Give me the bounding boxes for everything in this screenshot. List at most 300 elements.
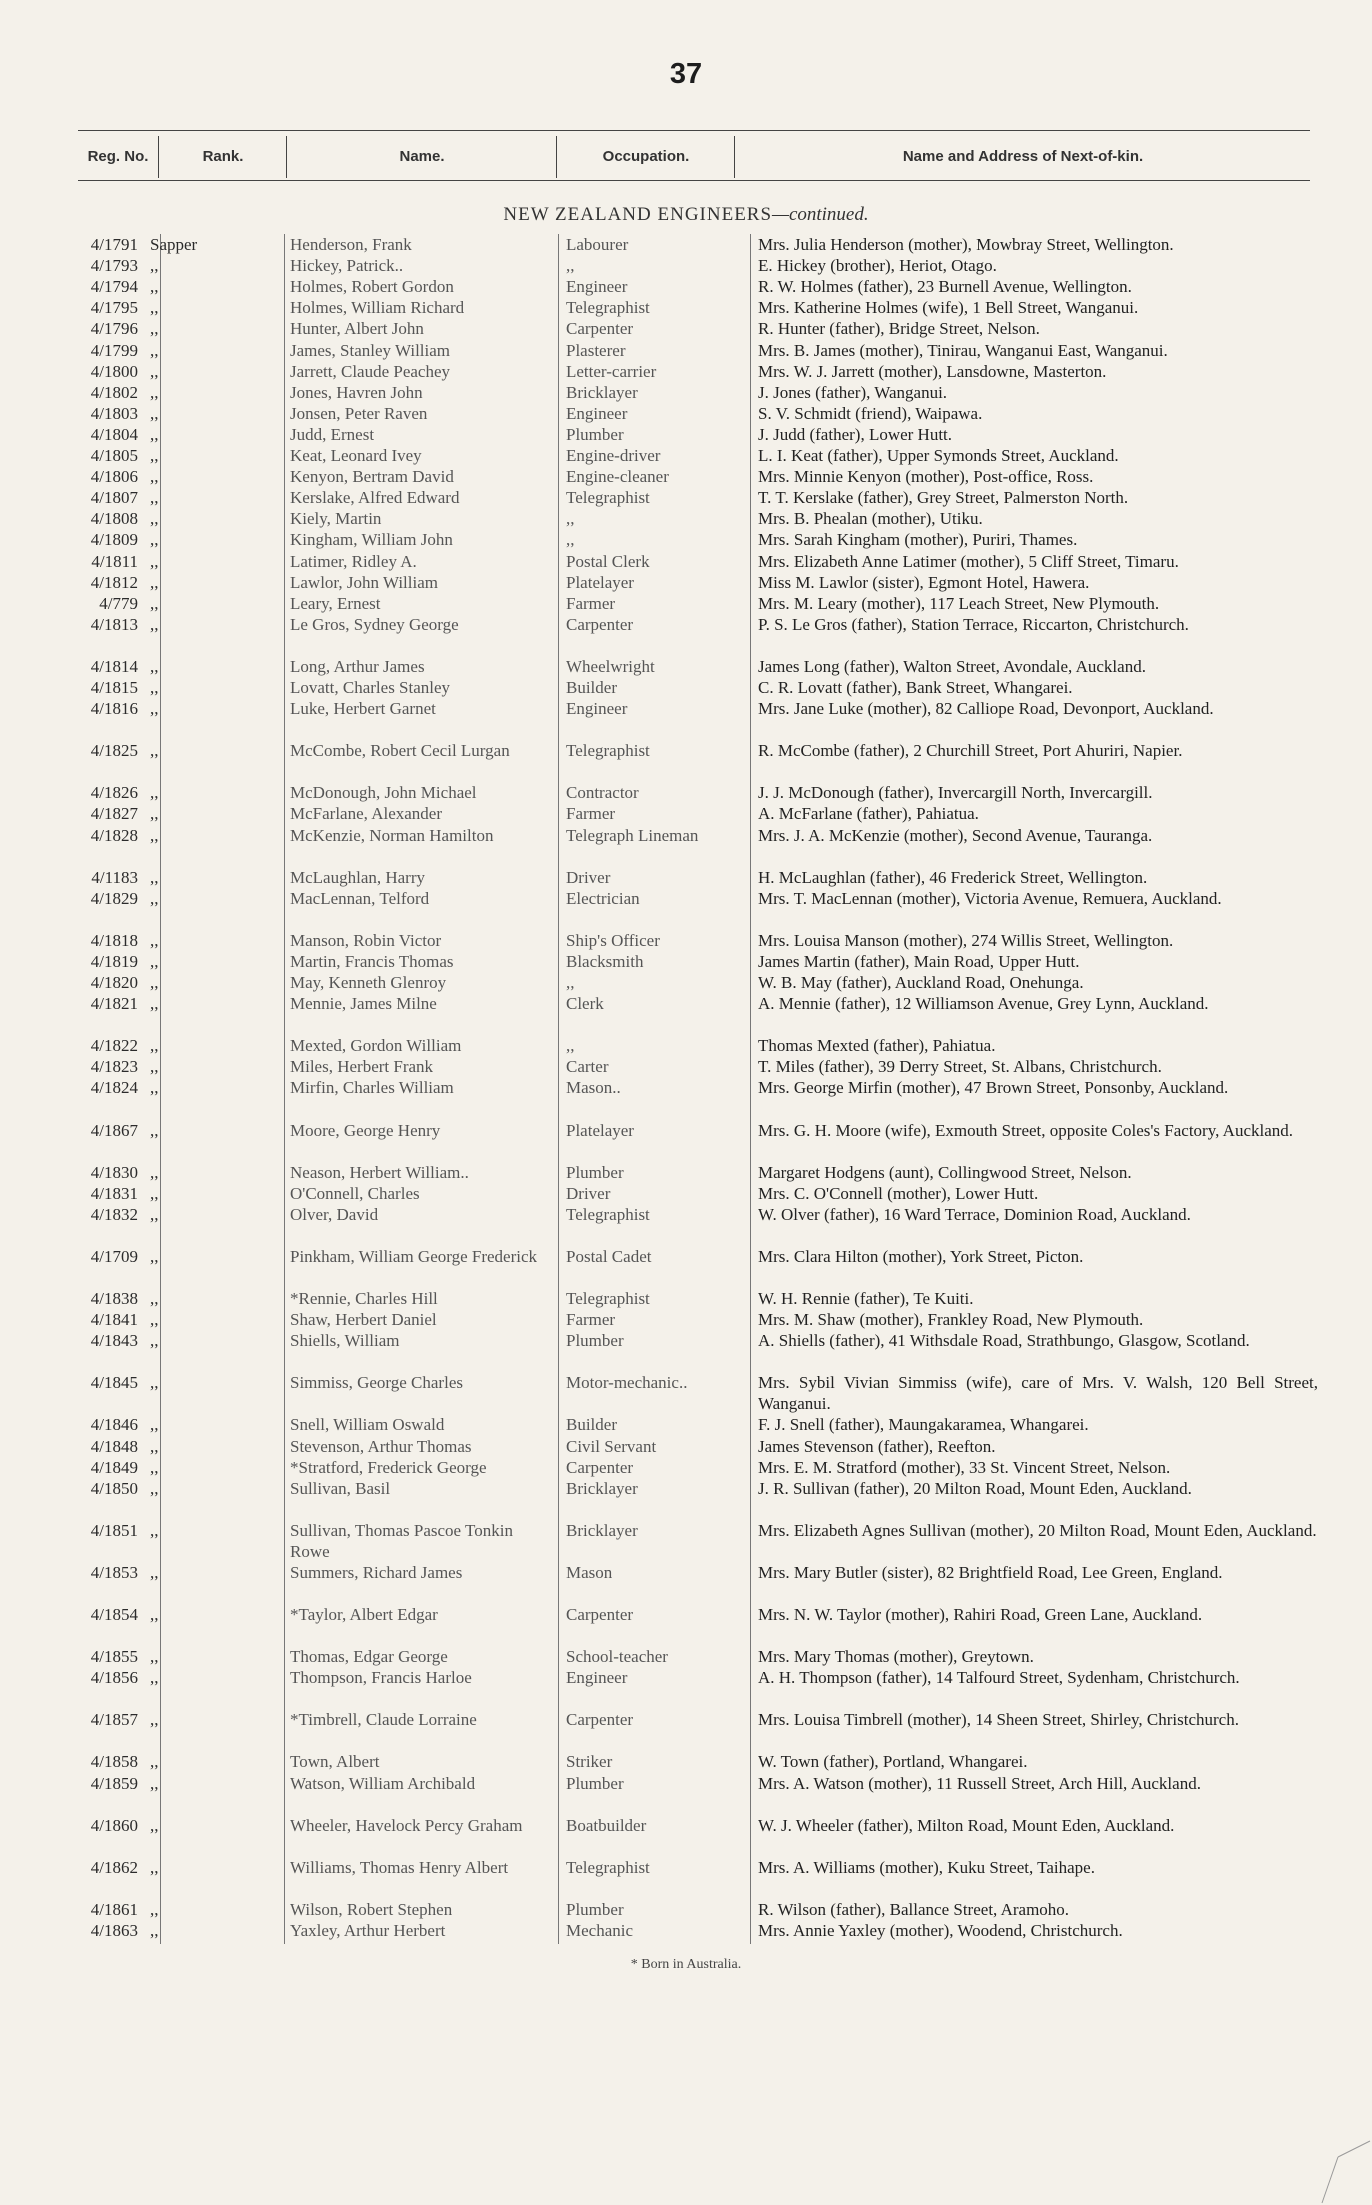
cell-next-of-kin: Mrs. J. A. McKenzie (mother), Second Avenue, Tauranga. — [758, 825, 1153, 845]
cell-occupation: Civil Servant — [566, 1436, 657, 1456]
cell-reg-no: 4/1709 — [90, 1246, 138, 1266]
cell-reg-no: 4/1803 — [90, 403, 138, 423]
cell-reg-no: 4/779 — [99, 593, 138, 613]
cell-next-of-kin: A. Shiells (father), 41 Withsdale Road, Strathbungo, Glasgow, Scotland. — [758, 1331, 1250, 1351]
cell-rank: ,, — [150, 1415, 159, 1435]
cell-next-of-kin: J. Jones (father), Wanganui. — [758, 382, 948, 402]
cell-next-of-kin: C. R. Lovatt (father), Bank Street, Whangarei. — [758, 678, 1073, 697]
table-row — [0, 529, 1372, 550]
cell-reg-no: 4/1853 — [90, 1562, 138, 1582]
cell-occupation: School-teacher — [566, 1647, 668, 1667]
cell-rank: ,, — [150, 1899, 159, 1919]
cell-rank: ,, — [150, 888, 159, 908]
table-row — [0, 1773, 1372, 1815]
cell-reg-no: 4/1806 — [90, 467, 138, 487]
cell-next-of-kin: P. S. Le Gros (father), Station Terrace, Riccarton, Christchurch. — [758, 614, 1189, 634]
cell-reg-no: 4/1827 — [90, 804, 138, 824]
cell-next-of-kin: A. McFarlane (father), Pahiatua. — [758, 804, 979, 824]
cell-next-of-kin: Mrs. Louisa Manson (mother), 274 Willis Street, Wellington. — [758, 930, 1174, 950]
table-row — [0, 614, 1372, 656]
cell-next-of-kin: Mrs. Elizabeth Agnes Sullivan (mother), 20 Milton Road, Mount Eden, Auckland. — [758, 1520, 1317, 1540]
cell-occupation: Plumber — [566, 1331, 624, 1351]
cell-reg-no: 4/1821 — [90, 994, 138, 1014]
cell-next-of-kin: James Stevenson (father), Reefton. — [758, 1436, 996, 1456]
cell-name: Kerslake, Alfred Edward — [290, 488, 460, 508]
cell-rank: ,, — [150, 593, 159, 613]
cell-occupation: ,, — [566, 973, 575, 992]
table-row — [0, 1562, 1372, 1604]
cell-rank: ,, — [150, 1162, 159, 1182]
cell-occupation: Farmer — [566, 804, 616, 824]
cell-name: Moore, George Henry — [290, 1120, 441, 1140]
cell-reg-no: 4/1857 — [90, 1710, 138, 1730]
cell-reg-no: 4/1808 — [90, 509, 138, 529]
cell-reg-no: 4/1858 — [90, 1752, 138, 1772]
table-row — [0, 1162, 1372, 1183]
cell-reg-no: 4/1805 — [90, 446, 138, 465]
cell-rank: ,, — [150, 1920, 159, 1940]
cell-rank: ,, — [150, 1562, 159, 1582]
cell-reg-no: 4/1825 — [90, 741, 138, 761]
table-row — [0, 1604, 1372, 1646]
cell-reg-no: 4/1838 — [90, 1289, 138, 1308]
table-row — [0, 677, 1372, 698]
cell-reg-no: 4/1802 — [90, 382, 138, 402]
header-reg-no: Reg. No. — [87, 148, 149, 165]
cell-rank: ,, — [150, 1815, 159, 1835]
cell-rank: ,, — [150, 1057, 159, 1077]
cell-reg-no: 4/1843 — [90, 1331, 138, 1351]
cell-next-of-kin: Mrs. B. James (mother), Tinirau, Wanganui East, Wanganui. — [758, 340, 1168, 360]
cell-occupation: Postal Cadet — [566, 1246, 652, 1266]
cell-occupation: Bricklayer — [566, 1478, 638, 1498]
table-row — [0, 1899, 1372, 1920]
table-row — [0, 551, 1372, 572]
cell-name: Martin, Francis Thomas — [290, 951, 454, 971]
cell-reg-no: 4/1813 — [90, 614, 138, 634]
cell-occupation: Mason — [566, 1562, 613, 1582]
table-row — [0, 1120, 1372, 1162]
cell-name: McKenzie, Norman Hamilton — [290, 825, 494, 845]
cell-rank: ,, — [150, 741, 159, 761]
cell-name: Miles, Herbert Frank — [290, 1057, 434, 1077]
header-next-of-kin: Name and Address of Next-of-kin. — [734, 136, 1311, 178]
page-number: 37 — [669, 58, 703, 90]
table-row — [0, 340, 1372, 361]
cell-reg-no: 4/1845 — [90, 1373, 138, 1393]
cell-name: Snell, William Oswald — [290, 1415, 445, 1435]
page-corner-mark — [1282, 2045, 1372, 2205]
cell-reg-no: 4/1819 — [90, 951, 138, 971]
table-row — [0, 445, 1372, 466]
cell-occupation: Carpenter — [566, 1605, 634, 1624]
cell-reg-no: 4/1862 — [90, 1857, 138, 1877]
cell-occupation: Engine-cleaner — [566, 467, 669, 487]
table-row — [0, 1436, 1372, 1457]
table-row — [0, 572, 1372, 593]
cell-name: Stevenson, Arthur Thomas — [290, 1436, 472, 1456]
cell-rank: ,, — [150, 1668, 159, 1688]
cell-rank: ,, — [150, 319, 159, 339]
cell-name: Shiells, William — [290, 1331, 400, 1351]
cell-occupation: Telegraphist — [566, 1204, 650, 1224]
cell-reg-no: 4/1830 — [90, 1162, 138, 1182]
cell-rank: ,, — [150, 1373, 159, 1393]
cell-next-of-kin: W. H. Rennie (father), Te Kuiti. — [758, 1289, 974, 1308]
cell-occupation: ,, — [566, 1036, 575, 1056]
table-row — [0, 656, 1372, 677]
cell-rank: ,, — [150, 699, 159, 719]
cell-next-of-kin: Mrs. Katherine Holmes (wife), 1 Bell Street, Wanganui. — [758, 298, 1139, 318]
table-row — [0, 403, 1372, 424]
cell-next-of-kin: J. J. McDonough (father), Invercargill North, Invercargill. — [758, 783, 1153, 803]
table-row — [0, 1246, 1372, 1288]
cell-rank: Sapper — [150, 235, 198, 254]
cell-occupation: Carpenter — [566, 614, 634, 634]
cell-occupation: Mason.. — [566, 1078, 621, 1098]
table-row — [0, 1309, 1372, 1330]
cell-next-of-kin: R. McCombe (father), 2 Churchill Street, Port Ahuriri, Napier. — [758, 741, 1183, 761]
cell-reg-no: 4/1846 — [90, 1415, 138, 1435]
cell-reg-no: 4/1841 — [90, 1310, 138, 1330]
table-row — [0, 867, 1372, 888]
cell-reg-no: 4/1854 — [90, 1605, 138, 1624]
cell-next-of-kin: Mrs. Mary Butler (sister), 82 Brightfield Road, Lee Green, England. — [758, 1562, 1223, 1582]
section-title — [0, 204, 1372, 226]
cell-reg-no: 4/1791 — [90, 235, 138, 254]
cell-occupation: Carter — [566, 1057, 609, 1077]
cell-rank: ,, — [150, 994, 159, 1014]
table-row — [0, 1667, 1372, 1709]
cell-next-of-kin: Margaret Hodgens (aunt), Collingwood Street, Nelson. — [758, 1162, 1132, 1182]
cell-rank: ,, — [150, 1857, 159, 1877]
cell-next-of-kin: Mrs. A. Williams (mother), Kuku Street, Taihape. — [758, 1857, 1095, 1877]
cell-next-of-kin: E. Hickey (brother), Heriot, Otago. — [758, 256, 997, 276]
table-row — [0, 1646, 1372, 1667]
cell-reg-no: 4/1804 — [90, 424, 138, 444]
cell-next-of-kin: R. W. Holmes (father), 23 Burnell Avenue, Wellington. — [758, 277, 1132, 297]
cell-name: McDonough, John Michael — [290, 783, 477, 803]
cell-rank: ,, — [150, 1331, 159, 1351]
cell-next-of-kin: Mrs. W. J. Jarrett (mother), Lansdowne, Masterton. — [758, 361, 1107, 381]
table-row — [0, 698, 1372, 740]
cell-rank: ,, — [150, 867, 159, 887]
cell-reg-no: 4/1829 — [90, 888, 138, 908]
cell-occupation: Plumber — [566, 1162, 624, 1182]
cell-next-of-kin: J. Judd (father), Lower Hutt. — [758, 424, 953, 444]
table-row — [0, 740, 1372, 782]
table-row — [0, 1815, 1372, 1857]
cell-rank: ,, — [150, 361, 159, 381]
cell-next-of-kin: Mrs. A. Watson (mother), 11 Russell Street, Arch Hill, Auckland. — [758, 1773, 1201, 1793]
cell-next-of-kin: Mrs. Clara Hilton (mother), York Street, Picton. — [758, 1246, 1084, 1266]
table-row — [0, 487, 1372, 508]
cell-reg-no: 4/1856 — [90, 1668, 138, 1688]
cell-name: McFarlane, Alexander — [290, 804, 442, 824]
table-row — [0, 318, 1372, 339]
cell-name: Hunter, Albert John — [290, 319, 424, 339]
cell-rank: ,, — [150, 1120, 159, 1140]
cell-reg-no: 4/1859 — [90, 1773, 138, 1793]
cell-rank: ,, — [150, 1605, 159, 1624]
table-row — [0, 593, 1372, 614]
cell-reg-no: 4/1851 — [90, 1520, 138, 1540]
cell-next-of-kin: W. Olver (father), 16 Ward Terrace, Dominion Road, Auckland. — [758, 1204, 1191, 1224]
cell-name: Mexted, Gordon William — [290, 1036, 462, 1056]
table-row — [0, 1077, 1372, 1119]
cell-reg-no: 4/1809 — [90, 530, 138, 550]
cell-rank: ,, — [150, 656, 159, 676]
table-row — [0, 297, 1372, 318]
cell-next-of-kin: A. H. Thompson (father), 14 Talfourd Street, Sydenham, Christchurch. — [758, 1668, 1240, 1688]
cell-name: Luke, Herbert Garnet — [290, 699, 436, 719]
cell-reg-no: 4/1812 — [90, 572, 138, 592]
cell-occupation: Farmer — [566, 593, 616, 613]
cell-name: Holmes, William Richard — [290, 298, 465, 318]
cell-name: *Rennie, Charles Hill — [290, 1289, 438, 1308]
cell-reg-no: 4/1814 — [90, 656, 138, 676]
cell-occupation: Telegraphist — [566, 1857, 650, 1877]
cell-reg-no: 4/1848 — [90, 1436, 138, 1456]
cell-rank: ,, — [150, 614, 159, 634]
cell-next-of-kin: Mrs. Elizabeth Anne Latimer (mother), 5 Cliff Street, Timaru. — [758, 551, 1179, 571]
cell-occupation: Engine-driver — [566, 446, 661, 465]
table-row — [0, 1183, 1372, 1204]
cell-name: Town, Albert — [290, 1752, 380, 1772]
cell-name: Le Gros, Sydney George — [290, 614, 459, 634]
cell-reg-no: 4/1861 — [90, 1899, 138, 1919]
cell-next-of-kin: H. McLaughlan (father), 46 Frederick Street, Wellington. — [758, 867, 1148, 887]
cell-next-of-kin: Mrs. Jane Luke (mother), 82 Calliope Road, Devonport, Auckland. — [758, 699, 1214, 719]
cell-occupation: Motor-mechanic.. — [566, 1373, 688, 1393]
cell-occupation: Mechanic — [566, 1920, 634, 1940]
cell-rank: ,, — [150, 973, 159, 992]
cell-occupation: Carpenter — [566, 1457, 634, 1477]
cell-next-of-kin: Thomas Mexted (father), Pahiatua. — [758, 1036, 996, 1056]
cell-rank: ,, — [150, 277, 159, 297]
cell-name: Neason, Herbert William.. — [290, 1162, 469, 1182]
cell-next-of-kin: R. Hunter (father), Bridge Street, Nelson. — [758, 319, 1040, 339]
table-row — [0, 1414, 1372, 1435]
cell-name: Judd, Ernest — [290, 424, 375, 444]
cell-next-of-kin: W. J. Wheeler (father), Milton Road, Mount Eden, Auckland. — [758, 1815, 1175, 1835]
footnote: * Born in Australia. — [630, 1957, 742, 1972]
cell-occupation: Engineer — [566, 277, 628, 297]
cell-next-of-kin: Mrs. Julia Henderson (mother), Mowbray Street, Wellington. — [758, 235, 1174, 254]
table-row — [0, 1751, 1372, 1772]
header-bottom-rule — [78, 180, 1310, 181]
cell-next-of-kin: A. Mennie (father), 12 Williamson Avenue, Grey Lynn, Auckland. — [758, 994, 1209, 1014]
cell-occupation: Bricklayer — [566, 382, 638, 402]
header-top-rule — [78, 130, 1310, 131]
table-row — [0, 1857, 1372, 1899]
cell-rank: ,, — [150, 509, 159, 529]
cell-rank: ,, — [150, 1710, 159, 1730]
cell-occupation: Ship's Officer — [566, 930, 660, 950]
cell-rank: ,, — [150, 804, 159, 824]
cell-next-of-kin: Mrs. Minnie Kenyon (mother), Post-office, Ross. — [758, 467, 1094, 487]
cell-next-of-kin: L. I. Keat (father), Upper Symonds Street, Auckland. — [758, 446, 1119, 465]
cell-next-of-kin: Mrs. C. O'Connell (mother), Lower Hutt. — [758, 1183, 1039, 1203]
cell-next-of-kin: J. R. Sullivan (father), 20 Milton Road, Mount Eden, Auckland. — [758, 1478, 1192, 1498]
cell-rank: ,, — [150, 930, 159, 950]
cell-name: Keat, Leonard Ivey — [290, 446, 422, 465]
cell-name: Jarrett, Claude Peachey — [290, 361, 451, 381]
cell-next-of-kin: Mrs. Annie Yaxley (mother), Woodend, Christchurch. — [758, 1920, 1123, 1940]
cell-next-of-kin: Miss M. Lawlor (sister), Egmont Hotel, Hawera. — [758, 572, 1090, 592]
cell-occupation: Wheelwright — [566, 656, 655, 676]
cell-occupation: Carpenter — [566, 1710, 634, 1730]
cell-occupation: Plasterer — [566, 340, 626, 360]
table-row — [0, 424, 1372, 445]
cell-name: O'Connell, Charles — [290, 1183, 420, 1203]
cell-next-of-kin: T. Miles (father), 39 Derry Street, St. Albans, Christchurch. — [758, 1057, 1162, 1077]
cell-reg-no: 4/1816 — [90, 699, 138, 719]
cell-occupation: Engineer — [566, 403, 628, 423]
cell-reg-no: 4/1863 — [90, 1920, 138, 1940]
cell-rank: ,, — [150, 1310, 159, 1330]
cell-occupation: Telegraphist — [566, 298, 650, 318]
table-row — [0, 1709, 1372, 1751]
cell-name: Kenyon, Bertram David — [290, 467, 454, 487]
cell-name: Jones, Havren John — [290, 382, 423, 402]
cell-occupation: Builder — [566, 678, 617, 697]
cell-reg-no: 4/1811 — [91, 551, 138, 571]
cell-occupation: Telegraphist — [566, 741, 650, 761]
cell-next-of-kin: Mrs. T. MacLennan (mother), Victoria Avenue, Remuera, Auckland. — [758, 888, 1222, 908]
cell-name: Holmes, Robert Gordon — [290, 277, 454, 297]
cell-name: McLaughlan, Harry — [290, 867, 426, 887]
cell-name: May, Kenneth Glenroy — [290, 973, 447, 992]
cell-rank: ,, — [150, 1078, 159, 1098]
cell-occupation: ,, — [566, 256, 575, 276]
section-title-text: NEW ZEALAND ENGINEERS — [503, 204, 773, 225]
table-row — [0, 508, 1372, 529]
cell-name: Hickey, Patrick.. — [290, 256, 404, 276]
cell-reg-no: 4/1867 — [90, 1120, 138, 1140]
cell-next-of-kin: T. T. Kerslake (father), Grey Street, Palmerston North. — [758, 488, 1129, 508]
cell-occupation: Postal Clerk — [566, 551, 650, 571]
cell-name: Jonsen, Peter Raven — [290, 403, 428, 423]
cell-next-of-kin: Mrs. Sybil Vivian Simmiss (wife), care of Mrs. V. Walsh, 120 Bell Street, Wanganui. — [758, 1373, 1318, 1414]
cell-rank: ,, — [150, 572, 159, 592]
cell-name: *Timbrell, Claude Lorraine — [290, 1710, 477, 1730]
cell-reg-no: 4/1824 — [90, 1078, 138, 1098]
cell-rank: ,, — [150, 256, 159, 276]
table-row — [0, 825, 1372, 867]
cell-name: Wheeler, Havelock Percy Graham — [290, 1815, 523, 1835]
cell-rank: ,, — [150, 1478, 159, 1498]
cell-occupation: Builder — [566, 1415, 617, 1435]
cell-occupation: ,, — [566, 530, 575, 550]
cell-occupation: Plumber — [566, 424, 624, 444]
cell-rank: ,, — [150, 551, 159, 571]
cell-next-of-kin: Mrs. M. Shaw (mother), Frankley Road, New Plymouth. — [758, 1310, 1144, 1330]
table-row — [0, 1478, 1372, 1520]
cell-name: Manson, Robin Victor — [290, 930, 442, 950]
cell-occupation: Telegraphist — [566, 488, 650, 508]
cell-name: Watson, William Archibald — [290, 1773, 476, 1793]
cell-rank: ,, — [150, 1289, 159, 1308]
cell-next-of-kin: S. V. Schmidt (friend), Waipawa. — [758, 403, 983, 423]
table-row — [0, 255, 1372, 276]
cell-name: Long, Arthur James — [290, 656, 425, 676]
table-row — [0, 972, 1372, 993]
cell-name: Olver, David — [290, 1204, 379, 1224]
cell-rank: ,, — [150, 530, 159, 550]
cell-name: McCombe, Robert Cecil Lurgan — [290, 741, 510, 761]
cell-rank: ,, — [150, 1647, 159, 1667]
cell-reg-no: 4/1820 — [90, 973, 138, 992]
table-row — [0, 803, 1372, 824]
cell-occupation: Driver — [566, 867, 611, 887]
cell-reg-no: 4/1823 — [90, 1057, 138, 1077]
cell-name: James, Stanley William — [290, 340, 451, 360]
cell-name: *Stratford, Frederick George — [290, 1457, 487, 1477]
cell-next-of-kin: Mrs. B. Phealan (mother), Utiku. — [758, 509, 983, 529]
table-row — [0, 234, 1372, 255]
cell-occupation: ,, — [566, 509, 575, 529]
cell-reg-no: 4/1849 — [90, 1457, 138, 1477]
cell-occupation: Electrician — [566, 888, 640, 908]
cell-reg-no: 4/1828 — [90, 825, 138, 845]
cell-reg-no: 4/1183 — [91, 867, 138, 887]
cell-name: Thomas, Edgar George — [290, 1647, 448, 1667]
cell-occupation: Carpenter — [566, 319, 634, 339]
cell-rank: ,, — [150, 382, 159, 402]
table-row — [0, 993, 1372, 1035]
cell-name: *Taylor, Albert Edgar — [290, 1605, 438, 1624]
table-row — [0, 1372, 1372, 1414]
cell-occupation: Striker — [566, 1752, 613, 1772]
cell-next-of-kin: Mrs. E. M. Stratford (mother), 33 St. Vincent Street, Nelson. — [758, 1457, 1171, 1477]
cell-rank: ,, — [150, 1752, 159, 1772]
cell-next-of-kin: W. Town (father), Portland, Whangarei. — [758, 1752, 1028, 1772]
table-row — [0, 382, 1372, 403]
cell-next-of-kin: Mrs. Sarah Kingham (mother), Puriri, Thames. — [758, 530, 1078, 550]
cell-rank: ,, — [150, 1457, 159, 1477]
cell-occupation: Engineer — [566, 699, 628, 719]
cell-reg-no: 4/1822 — [90, 1036, 138, 1056]
cell-name: Latimer, Ridley A. — [290, 551, 417, 571]
table-row — [0, 1035, 1372, 1056]
cell-occupation: Engineer — [566, 1668, 628, 1688]
cell-occupation: Plumber — [566, 1773, 624, 1793]
cell-occupation: Telegraph Lineman — [566, 825, 699, 845]
cell-rank: ,, — [150, 783, 159, 803]
cell-next-of-kin: Mrs. Louisa Timbrell (mother), 14 Sheen Street, Shirley, Christchurch. — [758, 1710, 1239, 1730]
table-row — [0, 930, 1372, 951]
cell-rank: ,, — [150, 298, 159, 318]
cell-name: Yaxley, Arthur Herbert — [290, 1920, 446, 1940]
cell-name: Henderson, Frank — [290, 235, 412, 254]
cell-rank: ,, — [150, 340, 159, 360]
table-row — [0, 782, 1372, 803]
cell-next-of-kin: R. Wilson (father), Ballance Street, Aramoho. — [758, 1899, 1070, 1919]
cell-occupation: Platelayer — [566, 1120, 634, 1140]
table-row — [0, 1330, 1372, 1372]
cell-next-of-kin: W. B. May (father), Auckland Road, Onehunga. — [758, 973, 1084, 992]
cell-next-of-kin: James Martin (father), Main Road, Upper Hutt. — [758, 951, 1080, 971]
cell-occupation: Contractor — [566, 783, 639, 803]
header-name: Name. — [286, 136, 557, 178]
cell-reg-no: 4/1793 — [90, 256, 138, 276]
cell-reg-no: 4/1795 — [90, 298, 138, 318]
section-continued: —continued. — [772, 204, 869, 225]
cell-name: Kiely, Martin — [290, 509, 382, 529]
cell-rank: ,, — [150, 446, 159, 465]
cell-reg-no: 4/1831 — [90, 1183, 138, 1203]
